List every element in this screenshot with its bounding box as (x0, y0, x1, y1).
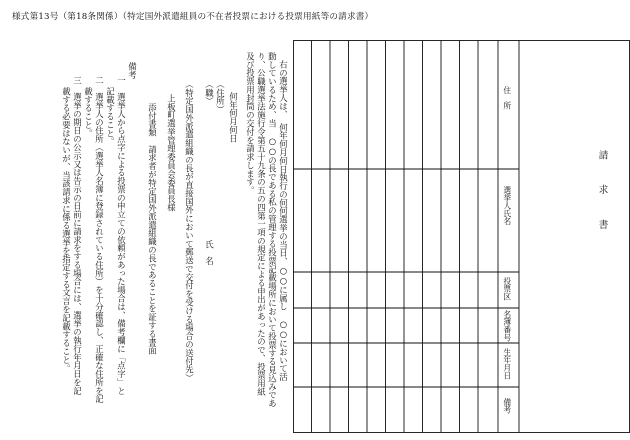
column-header-birth-date: 生年月日 (502, 348, 512, 380)
remarks-heading: 備考 (127, 62, 138, 79)
column-header-address: 住 所 (502, 86, 512, 110)
mail-destination-note: （特定国外派遣組織の長が直接国外において郵送で交付を受ける場合の送付先） (184, 80, 195, 383)
column-header-remarks: 備考 (502, 398, 512, 414)
name-label: 氏 名 (204, 240, 215, 266)
remark-1b: 記載すること。 (105, 87, 116, 146)
body-line-4: 及び投票用封筒の交付を請求します。 (245, 52, 256, 195)
title-label: （職） (204, 80, 215, 106)
column-header-register-number: 名簿番号 (502, 310, 512, 342)
remark-2b: 載すること。 (83, 87, 94, 138)
address-label: （住所） (215, 80, 226, 114)
column-header-voter-name: 選挙人氏名 (502, 186, 512, 225)
remark-3a: 三 選挙の期日の公示又は告示の日前に請求をする場合には、選挙の執行年月日を記 (72, 76, 83, 395)
remark-3b: 載する必要はないが、当該請求に係る選挙を指定する文言を記載すること。 (61, 87, 72, 373)
addressee: 上板町選挙管理委員会委員長様 (166, 94, 177, 212)
body-line-2: 動しているため、当 ○○の長である私の管理する投票記載場所において投票する見込みであ (267, 52, 278, 408)
request-date: 何年何月何日 (228, 92, 239, 143)
form-title: 様式第13号（第18条関係）（特定国外派遣組員の不在者投票における投票用紙等の請求書） (12, 12, 374, 22)
attachment-line: 添付書類 請求者が特定国外派遣組織の長であることを証する書面 (147, 103, 158, 355)
table-border (294, 41, 630, 433)
request-form-label: 請 求 書 (596, 150, 608, 232)
remark-2a: 二 選挙人の住所（選挙人名簿に登録されている住所）を十分確認し、正確な住所を記 (94, 76, 105, 404)
remark-1a: 一 選挙人から点字による投票の申立ての依頼があった場合は、備考欄に「点字」と (116, 76, 127, 395)
voter-table (293, 40, 630, 433)
column-header-precinct: 投票区 (502, 277, 512, 301)
table-grid (293, 40, 630, 433)
body-line-1: 右の選挙人は、 何年何月何日執行の何何選挙の当日、○○に属し ○○において活 (278, 60, 289, 382)
body-line-3: り、公職選挙法施行令第五十九条の五の四第一項の規定による申出があったので、投票用紙 (256, 52, 267, 396)
